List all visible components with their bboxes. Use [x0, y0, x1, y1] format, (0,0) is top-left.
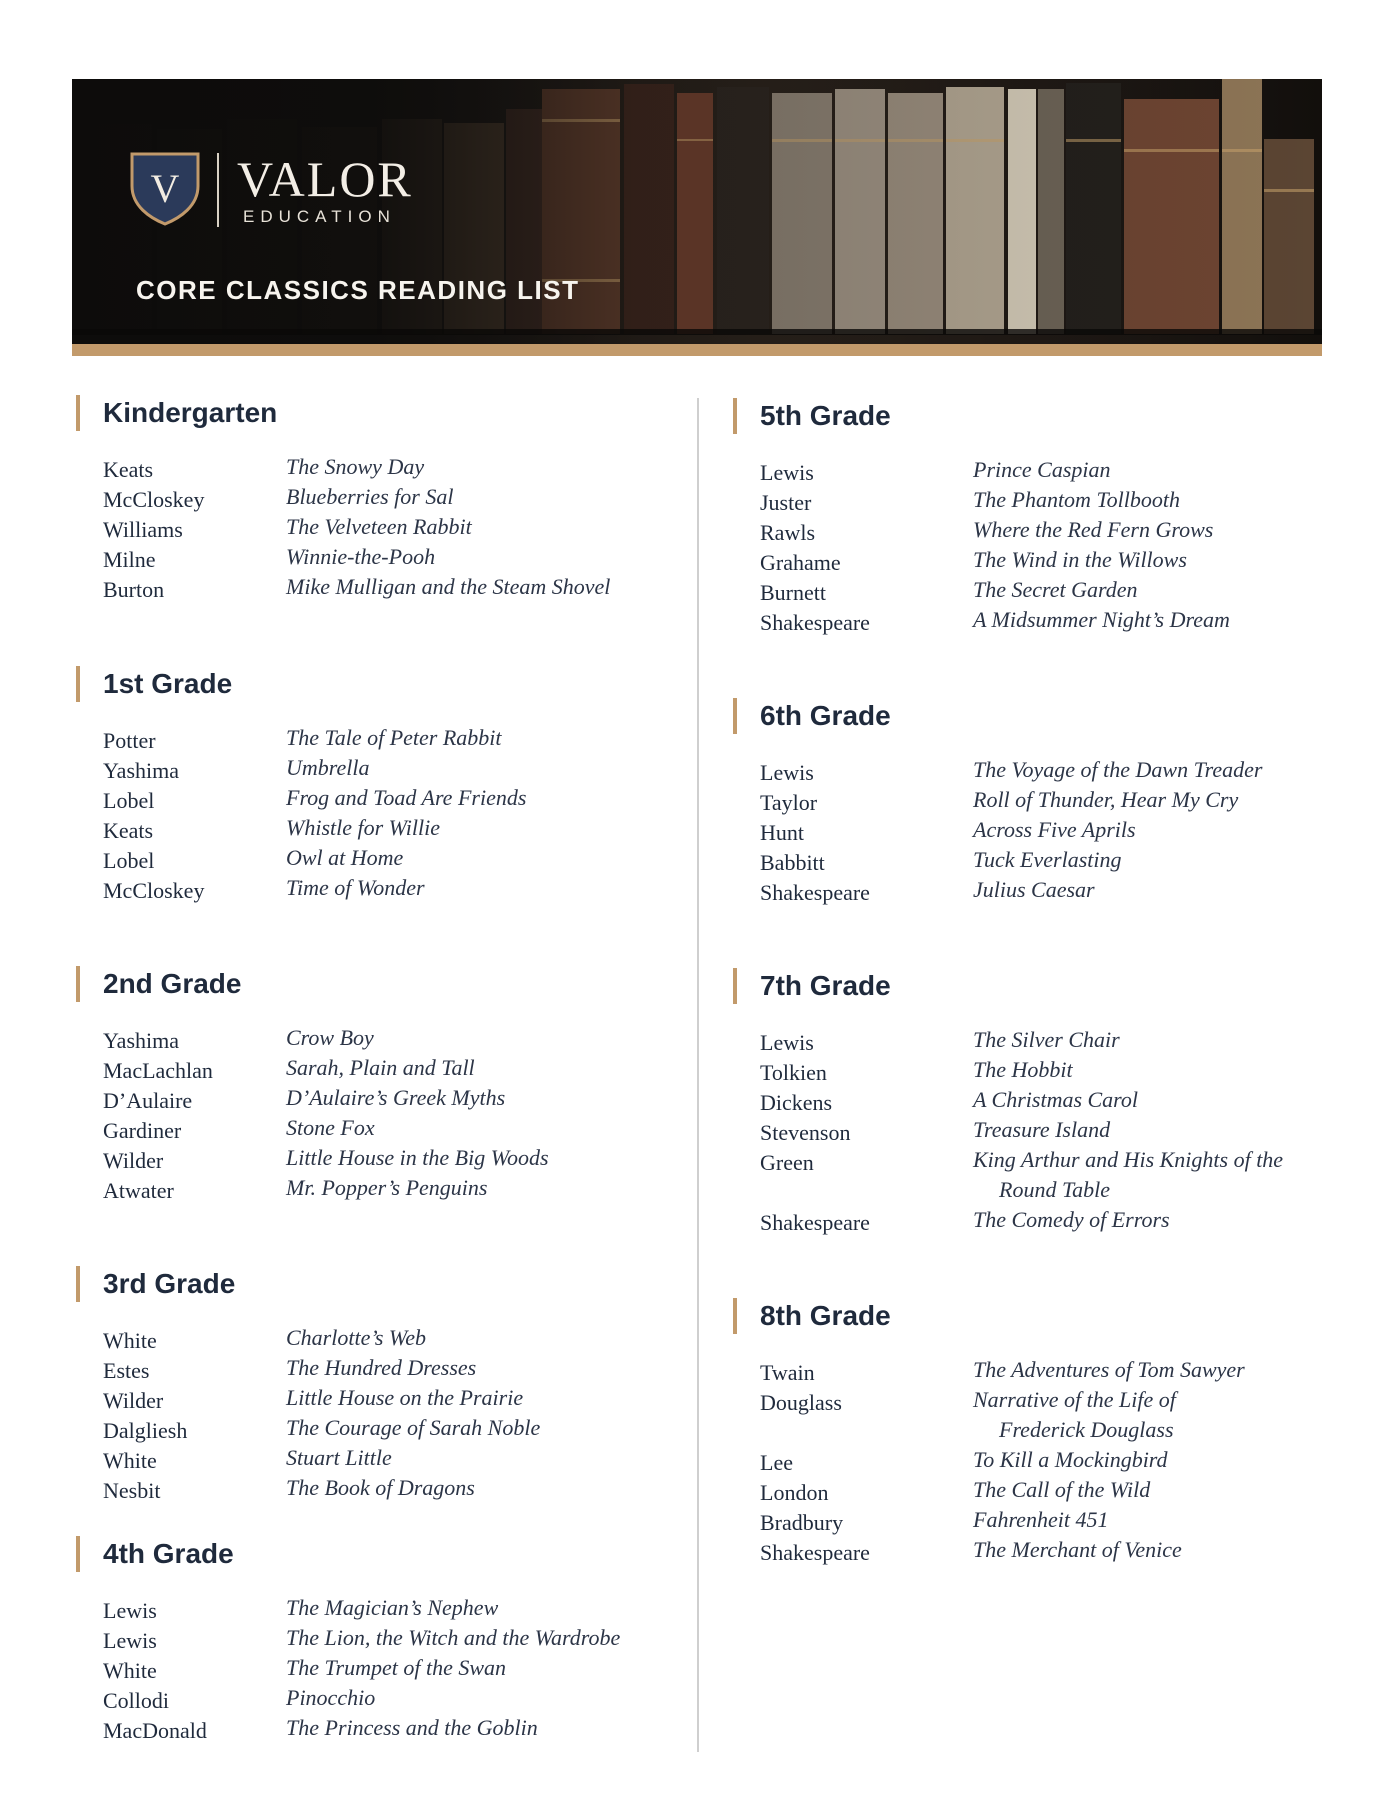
author: MacLachlan — [103, 1058, 213, 1083]
book-entry — [733, 518, 1333, 548]
author: Collodi — [103, 1688, 170, 1713]
book-entry — [76, 1656, 676, 1686]
brand-subtitle: EDUCATION — [243, 207, 396, 226]
grade-heading: 4th Grade — [76, 1536, 676, 1572]
brand-name: VALOR — [237, 151, 413, 207]
author: Dalgliesh — [103, 1418, 188, 1443]
grade-section-3rd — [76, 1266, 676, 1506]
book-entry — [76, 1356, 676, 1386]
book-entry — [76, 1716, 676, 1746]
grade-heading: 1st Grade — [76, 666, 676, 702]
author: London — [760, 1480, 829, 1505]
author: Burnett — [760, 580, 826, 605]
grade-section-2nd — [76, 966, 676, 1206]
book-entry — [76, 485, 676, 515]
book-entry — [733, 1148, 1333, 1208]
book-title: Roll of Thunder, Hear My Cry — [973, 787, 1239, 812]
grade-heading: 8th Grade — [733, 1298, 1333, 1334]
author: Lewis — [760, 460, 814, 485]
book-entry — [733, 848, 1333, 878]
book-title: Frog and Toad Are Friends — [286, 785, 527, 810]
shelf-edge — [72, 329, 1322, 335]
author: Hunt — [760, 820, 804, 845]
book-entry — [76, 515, 676, 545]
logo-divider — [217, 153, 219, 227]
grade-section-kindergarten — [76, 395, 676, 605]
book-list — [76, 455, 676, 605]
author: Tolkien — [760, 1060, 827, 1085]
author: Milne — [103, 547, 156, 572]
book-title: The Phantom Tollbooth — [973, 487, 1180, 512]
page-title: CORE CLASSICS READING LIST — [136, 275, 580, 305]
author: Keats — [103, 818, 154, 843]
author: Yashima — [103, 758, 180, 783]
book-entry — [76, 786, 676, 816]
author: Keats — [103, 457, 154, 482]
book-entry — [733, 878, 1333, 908]
book-entry — [76, 1026, 676, 1056]
author: Wilder — [103, 1388, 164, 1413]
author: Green — [760, 1150, 814, 1175]
author: Shakespeare — [760, 880, 870, 905]
book-entry — [76, 726, 676, 756]
author: Williams — [103, 517, 183, 542]
book-title: The Velveteen Rabbit — [286, 514, 472, 539]
book-entry — [733, 1358, 1333, 1388]
book-title-line1: King Arthur and His Knights of the — [973, 1147, 1284, 1172]
book-title: The Adventures of Tom Sawyer — [973, 1357, 1245, 1382]
book-list — [76, 1026, 676, 1206]
author: Juster — [760, 490, 812, 515]
author: D’Aulaire — [103, 1088, 193, 1113]
book-title: The Princess and the Goblin — [286, 1715, 538, 1740]
author: MacDonald — [103, 1718, 207, 1743]
book-entry — [76, 1416, 676, 1446]
book-title: Prince Caspian — [973, 457, 1111, 482]
author: Lewis — [103, 1598, 157, 1623]
author: Yashima — [103, 1028, 180, 1053]
grade-heading: 3rd Grade — [76, 1266, 676, 1302]
book-list — [733, 458, 1333, 638]
author: Shakespeare — [760, 1540, 870, 1565]
author: Douglass — [760, 1390, 842, 1415]
book-entry — [733, 488, 1333, 518]
book-title: Across Five Aprils — [973, 817, 1136, 842]
author: Twain — [760, 1360, 815, 1385]
book-entry — [76, 1686, 676, 1716]
book-entry — [733, 1028, 1333, 1058]
book-entry — [76, 575, 676, 605]
book-title: Blueberries for Sal — [286, 484, 454, 509]
book-title: The Book of Dragons — [286, 1475, 475, 1500]
book-title: The Magician’s Nephew — [286, 1595, 499, 1620]
book-title: Time of Wonder — [286, 875, 425, 900]
book-entry — [76, 1116, 676, 1146]
book-title: The Voyage of the Dawn Treader — [973, 757, 1263, 782]
book-entry — [733, 1448, 1333, 1478]
book-title: Winnie-the-Pooh — [286, 544, 436, 569]
book-title: The Secret Garden — [973, 577, 1138, 602]
book-entry — [76, 1476, 676, 1506]
column-divider — [697, 398, 699, 1752]
book-title: Whistle for Willie — [286, 815, 440, 840]
book-title: Fahrenheit 451 — [973, 1507, 1109, 1532]
book-entry — [733, 1478, 1333, 1508]
author: Dickens — [760, 1090, 833, 1115]
author: Babbitt — [760, 850, 825, 875]
author: Burton — [103, 577, 165, 602]
book-title: Sarah, Plain and Tall — [286, 1055, 475, 1080]
book-entry — [733, 1538, 1333, 1568]
book-entry — [733, 608, 1333, 638]
book-title — [973, 1385, 1176, 1445]
book-title: Mike Mulligan and the Steam Shovel — [286, 574, 611, 599]
book-entry — [733, 458, 1333, 488]
book-title — [973, 1145, 1283, 1205]
book-entry — [733, 818, 1333, 848]
book-title: Stone Fox — [286, 1115, 375, 1140]
grade-heading: Kindergarten — [76, 395, 676, 431]
book-title: Treasure Island — [973, 1117, 1111, 1142]
book-title: The Merchant of Venice — [973, 1537, 1182, 1562]
book-title: Charlotte’s Web — [286, 1325, 426, 1350]
book-title: Pinocchio — [286, 1685, 376, 1710]
book-list — [733, 758, 1333, 908]
book-title: The Comedy of Errors — [973, 1207, 1170, 1232]
author: Atwater — [103, 1178, 174, 1203]
book-entry — [733, 758, 1333, 788]
shield-logo-icon — [130, 150, 200, 226]
book-title: The Hundred Dresses — [286, 1355, 477, 1380]
book-title: Umbrella — [286, 755, 370, 780]
author: Bradbury — [760, 1510, 844, 1535]
book-entry — [733, 578, 1333, 608]
book-entry — [76, 1146, 676, 1176]
book-entry — [76, 846, 676, 876]
book-title: Mr. Popper’s Penguins — [286, 1175, 488, 1200]
grade-heading: 2nd Grade — [76, 966, 676, 1002]
book-entry — [76, 1326, 676, 1356]
book-entry — [733, 1118, 1333, 1148]
book-entry — [733, 1208, 1333, 1238]
book-title: To Kill a Mockingbird — [973, 1447, 1168, 1472]
book-entry — [733, 1388, 1333, 1448]
author: Lewis — [760, 1030, 814, 1055]
book-entry — [733, 1088, 1333, 1118]
book-title: The Wind in the Willows — [973, 547, 1187, 572]
grade-heading: 5th Grade — [733, 398, 1333, 434]
book-entry — [733, 788, 1333, 818]
book-entry — [76, 816, 676, 846]
author: Shakespeare — [760, 610, 870, 635]
book-title: The Trumpet of the Swan — [286, 1655, 507, 1680]
grade-section-4th — [76, 1536, 676, 1746]
book-entry — [76, 1446, 676, 1476]
book-entry — [733, 1058, 1333, 1088]
author: Nesbit — [103, 1478, 161, 1503]
book-entry — [733, 548, 1333, 578]
author: Shakespeare — [760, 1210, 870, 1235]
book-title: The Lion, the Witch and the Wardrobe — [286, 1625, 621, 1650]
book-title: Owl at Home — [286, 845, 404, 870]
book-entry — [76, 1596, 676, 1626]
grade-section-8th — [733, 1298, 1333, 1568]
author: Grahame — [760, 550, 841, 575]
book-list — [733, 1358, 1333, 1568]
book-entry — [76, 1056, 676, 1086]
author: Estes — [103, 1358, 150, 1383]
book-title: Where the Red Fern Grows — [973, 517, 1214, 542]
book-list — [76, 726, 676, 906]
author: Stevenson — [760, 1120, 851, 1145]
book-list — [76, 1326, 676, 1506]
book-entry — [76, 1176, 676, 1206]
author: Lee — [760, 1450, 793, 1475]
grade-section-1st — [76, 666, 676, 906]
grade-section-5th — [733, 398, 1333, 638]
grade-section-7th — [733, 968, 1333, 1238]
author: Potter — [103, 728, 156, 753]
author: Wilder — [103, 1148, 164, 1173]
book-title-line1: Narrative of the Life of — [973, 1387, 1176, 1412]
author: Lobel — [103, 848, 155, 873]
book-title: The Snowy Day — [286, 454, 425, 479]
author: White — [103, 1448, 157, 1473]
book-title: Tuck Everlasting — [973, 847, 1122, 872]
book-title: A Midsummer Night’s Dream — [973, 607, 1230, 632]
book-entry — [76, 1086, 676, 1116]
book-entry — [76, 1626, 676, 1656]
book-title: A Christmas Carol — [973, 1087, 1139, 1112]
author: Rawls — [760, 520, 815, 545]
book-entry — [76, 455, 676, 485]
book-title: D’Aulaire’s Greek Myths — [286, 1085, 506, 1110]
author: McCloskey — [103, 878, 205, 903]
book-entry — [76, 1386, 676, 1416]
grade-heading: 6th Grade — [733, 698, 1333, 734]
book-list — [733, 1028, 1333, 1238]
book-title: Julius Caesar — [973, 877, 1095, 902]
book-entry — [733, 1508, 1333, 1538]
author: Taylor — [760, 790, 818, 815]
logo-letter: V — [150, 166, 180, 211]
grade-heading: 7th Grade — [733, 968, 1333, 1004]
author: Lewis — [103, 1628, 157, 1653]
book-title: Stuart Little — [286, 1445, 392, 1470]
author: White — [103, 1658, 157, 1683]
book-title-line2: Round Table — [999, 1177, 1111, 1202]
author: McCloskey — [103, 487, 205, 512]
book-title: The Tale of Peter Rabbit — [286, 725, 502, 750]
book-title-line2: Frederick Douglass — [999, 1417, 1174, 1442]
book-entry — [76, 876, 676, 906]
book-entry — [76, 756, 676, 786]
author: White — [103, 1328, 157, 1353]
accent-bar — [72, 344, 1322, 356]
book-title: The Hobbit — [973, 1057, 1073, 1082]
book-title: Little House in the Big Woods — [286, 1145, 549, 1170]
book-entry — [76, 545, 676, 575]
book-title: The Call of the Wild — [973, 1477, 1151, 1502]
header-banner — [72, 79, 1322, 354]
book-title: Crow Boy — [286, 1025, 374, 1050]
book-title: Little House on the Prairie — [286, 1385, 524, 1410]
book-title: The Silver Chair — [973, 1027, 1120, 1052]
author: Gardiner — [103, 1118, 182, 1143]
book-list — [76, 1596, 676, 1746]
book-title: The Courage of Sarah Noble — [286, 1415, 541, 1440]
grade-section-6th — [733, 698, 1333, 908]
author: Lobel — [103, 788, 155, 813]
author: Lewis — [760, 760, 814, 785]
